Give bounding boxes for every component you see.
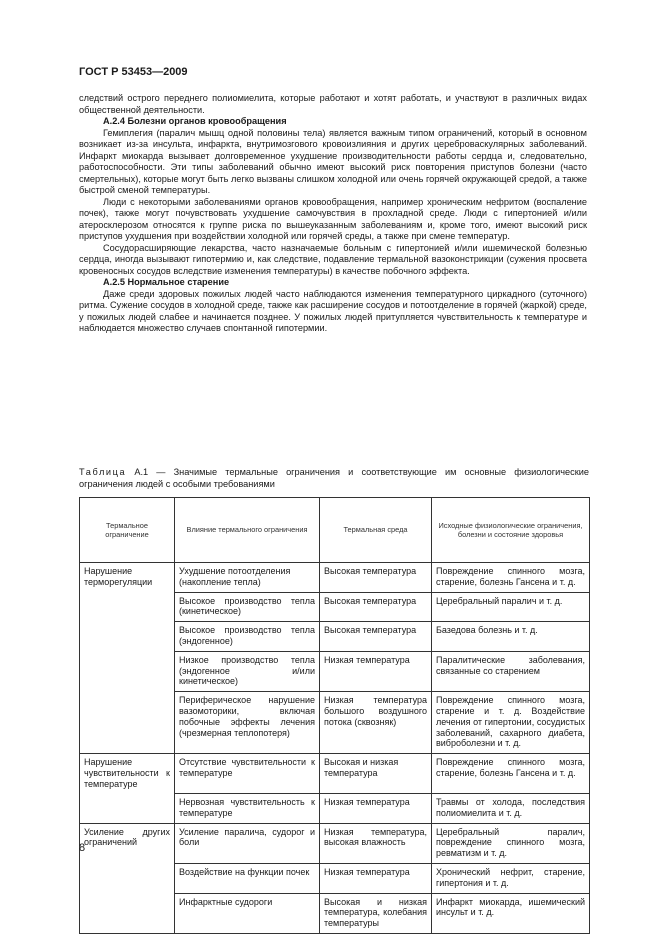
limitation-cell-continued	[80, 794, 175, 824]
environment-cell: Высокая температура	[320, 622, 432, 652]
conditions-cell: Базедова болезнь и т. д.	[432, 622, 590, 652]
section-heading: А.2.5 Нормальное старение	[103, 277, 230, 287]
conditions-cell: Повреждение спинного мозга, старение, болезнь Гансена и т. д.	[432, 754, 590, 794]
environment-cell: Высокая и низкая температура	[320, 754, 432, 794]
table-header-row	[80, 498, 590, 563]
effect-cell: Высокое производство тепла (эндогенное)	[175, 622, 320, 652]
limitation-cell: Усиление других ограничений	[80, 823, 175, 863]
table-row	[80, 893, 590, 933]
body-text	[79, 93, 587, 335]
environment-cell: Низкая температура	[320, 864, 432, 894]
table-row	[80, 864, 590, 894]
table-row	[80, 563, 590, 593]
limitation-cell-continued	[80, 893, 175, 933]
conditions-cell: Церебральный паралич, повреждение спинного мозга, ревматизм и т. д.	[432, 823, 590, 863]
environment-cell: Низкая температура, высокая влажность	[320, 823, 432, 863]
table-row	[80, 692, 590, 754]
conditions-cell: Повреждение спинного мозга, старение, болезнь Гансена и т. д.	[432, 563, 590, 593]
conditions-cell: Инфаркт миокарда, ишемический инсульт и т. д.	[432, 893, 590, 933]
effect-cell: Высокое производство тепла (кинетическое)	[175, 592, 320, 622]
column-header: Влияние термального ограничения	[175, 498, 320, 563]
data-table	[79, 497, 590, 934]
column-header: Термальная среда	[320, 498, 432, 563]
column-header: Термальное ограничение	[80, 498, 175, 563]
document-header: ГОСТ Р 53453—2009	[79, 66, 188, 78]
environment-cell: Высокая температура	[320, 563, 432, 593]
environment-cell: Низкая температура	[320, 794, 432, 824]
conditions-cell: Повреждение спинного мозга, старение и т. д. Воздействие лечения от гипертонии, сосудистых заболеваний, сахарного диабета, виброболезни и т. д.	[432, 692, 590, 754]
paragraph: Сосудорасширяющие лекарства, часто назначаемые больным с гипертонией и/или ишемической болезнью сердца, иногда вызывают гипотермию и, как следствие, подавление термальной вазоконстрикции (сужения просвета кровеносных сосудов вследствие изменения температуры) в качестве побочного эффекта.	[79, 242, 587, 276]
effect-cell: Воздействие на функции почек	[175, 864, 320, 894]
effect-cell: Усиление паралича, судорог и боли	[175, 823, 320, 863]
limitation-cell: Нарушение терморегуляции	[80, 563, 175, 593]
effect-cell: Низкое производство тепла (эндогенное и/или кинетическое)	[175, 651, 320, 691]
limitation-cell-continued	[80, 864, 175, 894]
environment-cell: Высокая температура	[320, 592, 432, 622]
table-row	[80, 592, 590, 622]
page-number: 8	[79, 842, 86, 854]
section-heading: А.2.4 Болезни органов кровообращения	[103, 116, 287, 126]
effect-cell: Ухудшение потоотделения (накопление тепла)	[175, 563, 320, 593]
effect-cell: Периферическое нарушение вазомоторики, включая побочные эффекты лечения (чрезмерная теплопотеря)	[175, 692, 320, 754]
table-caption	[79, 466, 589, 490]
limitation-cell-continued	[80, 692, 175, 754]
paragraph: Даже среди здоровых пожилых людей часто наблюдаются изменения температурного циркадного (суточного) ритма. Сужение сосудов в холодной среде, также как расширение сосудов и потоотделение в горячей (жаркой) среде, у пожилых людей слабее и начинается позднее. У пожилых людей притупляется чувствительность к температуре и наблюдается множество случаев спонтанной гипотермии.	[79, 288, 587, 333]
table-row	[80, 823, 590, 863]
paragraph: Люди с некоторыми заболеваниями органов кровообращения, например хроническим нефритом (воспаление почек), также могут почувствовать ухудшение самочувствия в прохладной среде. Люди с гипертонией и/или атеросклерозом относятся к группе риска по вышеуказанным заболеваниям и, кроме того, имеют высокий риск приступов ухудшения при воздействии холодной или горячей среды, а также при смене температур.	[79, 196, 587, 241]
limitation-cell-continued	[80, 651, 175, 691]
limitation-cell: Нарушение чувствительности к температуре	[80, 754, 175, 794]
column-header: Исходные физиологические ограничения, болезни и состояние здоровья	[432, 498, 590, 563]
environment-cell: Высокая и низкая температура, колебания температуры	[320, 893, 432, 933]
table-row	[80, 651, 590, 691]
limitation-cell-continued	[80, 622, 175, 652]
environment-cell: Низкая температура	[320, 651, 432, 691]
conditions-cell: Хронический нефрит, старение, гипертония и т. д.	[432, 864, 590, 894]
limitation-cell-continued	[80, 592, 175, 622]
table-row	[80, 622, 590, 652]
conditions-cell: Травмы от холода, последствия полиомиелита и т. д.	[432, 794, 590, 824]
conditions-cell: Церебральный паралич и т. д.	[432, 592, 590, 622]
effect-cell: Нервозная чувствительность к температуре	[175, 794, 320, 824]
effect-cell: Инфарктные судороги	[175, 893, 320, 933]
environment-cell: Низкая температура большого воздушного потока (сквозняк)	[320, 692, 432, 754]
table-row	[80, 794, 590, 824]
effect-cell: Отсутствие чувствительности к температуре	[175, 754, 320, 794]
conditions-cell: Паралитические заболевания, связанные со старением	[432, 651, 590, 691]
table-caption-label: Таблица	[79, 467, 127, 477]
paragraph: Гемиплегия (паралич мышц одной половины тела) является важным типом ограничений, который в основном возникает из-за инсульта, инфаркта, внутримозгового кровоизлияния и других цереброваскулярных заболеваний. Инфаркт миокарда вызывает долговременное ухудшение производительности работы сердца и, следовательно, работоспособности. Эти типы заболеваний обычно имеют высокий риск повторения приступов болезни (часто смертельных), которые могут быть легко вызваны слишком холодной или очень горячей окружающей средой, а также быстрой сменой температуры.	[79, 127, 587, 195]
table-caption-text: А.1 — Значимые термальные ограничения и соответствующие им основные физиологические ограничения людей с особыми требованиями	[79, 467, 589, 489]
paragraph: следствий острого переднего полиомиелита, которые работают и хотят работать, и участвуют в различных видах общественной деятельности.	[79, 93, 587, 115]
table-row	[80, 754, 590, 794]
